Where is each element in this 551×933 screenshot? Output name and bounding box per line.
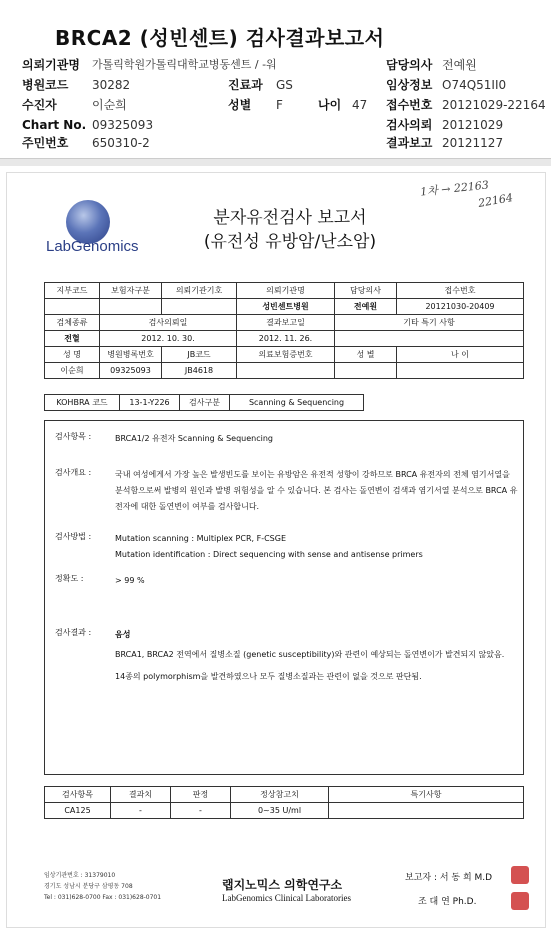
cell: 2012. 10. 30. — [100, 331, 237, 347]
value-hospital-code: 30282 — [92, 78, 131, 92]
cell: 병원병록번호 — [100, 347, 162, 363]
report-title: BRCA2 (성빈센트) 검사결과보고서 — [55, 26, 385, 50]
label-institution: 의뢰기관명 — [22, 58, 80, 72]
cell: 검체종류 — [45, 315, 100, 331]
label-receipt-no: 접수번호 — [386, 98, 433, 112]
cell: 전혈 — [45, 331, 100, 347]
value-report-date: 20121127 — [442, 136, 504, 150]
footer-address — [44, 870, 161, 903]
cell: - — [171, 803, 231, 819]
reporter-2: 조 대 연 Ph.D. — [418, 897, 477, 907]
label-doctor: 담당의사 — [386, 58, 433, 72]
cell: 판정 — [171, 787, 231, 803]
label-department: 진료과 — [228, 78, 263, 92]
kohbra-table — [44, 394, 364, 411]
header-row-4 — [22, 116, 542, 134]
logo-text: LabGenomics — [46, 238, 139, 255]
cell: 의료보험증번호 — [237, 347, 335, 363]
value-chart-no: 09325093 — [92, 118, 154, 132]
header-row-5 — [22, 134, 542, 152]
reporter-1: 보고자 : 서 동 희 M.D — [405, 873, 493, 883]
label-request-date: 검사의뢰 — [386, 118, 433, 132]
section-value: 국내 여성에게서 가장 높은 발생빈도를 보이는 유방암은 유전적 성향이 강하므로 BRCA 유전자의 전체 염기서열을 분석함으로써 발병의 원인과 발병 위험성을 알 수 있습니다. 본 검사는 돌연변이 검색과 염기서열 분석으로 BRCA 유전자에 대한 돌연변이 여부를 검사합니다. — [115, 470, 518, 511]
cell: 이순희 — [45, 363, 100, 379]
lab-name-en: LabGenomics Clinical Laboratories — [222, 893, 351, 903]
cell — [45, 299, 100, 315]
header-row-3 — [22, 96, 546, 114]
cell: 전예원 — [335, 299, 397, 315]
value-institution: 가톨릭학원가톨릭대학교병동센트 / -워 — [92, 58, 277, 71]
label-report-date: 결과보고 — [386, 136, 433, 150]
cell: JB4618 — [162, 363, 237, 379]
cell — [162, 299, 237, 315]
header-row-2 — [22, 76, 542, 94]
marker-table — [44, 786, 524, 819]
address-line: Tel : 031)628-0700 Fax : 031)628-0701 — [44, 894, 162, 901]
label-sex: 성별 — [228, 98, 252, 112]
cell: 보험자구분 — [100, 283, 162, 299]
cell: 0~35 U/ml — [231, 803, 329, 819]
cell: JB코드 — [162, 347, 237, 363]
cell: Scanning & Sequencing — [230, 395, 364, 411]
separator — [0, 158, 551, 166]
cell: 성빈센트병원 — [237, 299, 335, 315]
lab-name: 랩지노믹스 의학연구소 — [222, 878, 343, 892]
section-key: 정확도 : — [55, 574, 84, 583]
value-department: GS — [276, 78, 293, 92]
cell: 성 별 — [335, 347, 397, 363]
cell — [397, 363, 524, 379]
doc-subtitle: (유전성 유방암/난소암) — [203, 232, 377, 252]
value-receipt-no: 20121029-22164 — [442, 98, 546, 112]
result-heading: 음성 — [115, 630, 131, 639]
cell — [335, 331, 524, 347]
section-value: 14종의 polymorphism을 발견하였으나 모두 질병소질과는 관련이 없을 것으로 판단됨. — [115, 672, 422, 681]
cell: 접수번호 — [397, 283, 524, 299]
handwriting-1: 1차 → 22163 — [419, 178, 490, 199]
section-value: > 99 % — [115, 576, 145, 585]
label-patient: 수진자 — [22, 98, 57, 112]
cell: KOHBRA 코드 — [45, 395, 120, 411]
cell: 09325093 — [100, 363, 162, 379]
cell: 2012. 11. 26. — [237, 331, 335, 347]
cell: 의뢰기관명 — [237, 283, 335, 299]
cell — [335, 363, 397, 379]
cell: 검사의뢰일 — [100, 315, 237, 331]
value-age: 47 — [352, 98, 368, 112]
cell: 검사항목 — [45, 787, 111, 803]
cell: 나 이 — [397, 347, 524, 363]
section-value: Mutation identification : Direct sequencing with sense and antisense primers — [115, 550, 423, 559]
value-clinical-info: O74Q51II0 — [442, 78, 507, 92]
section-value: BRCA1, BRCA2 전역에서 질병소질 (genetic susceptibility)와 관련이 예상되는 돌연변이가 발견되지 않았음. — [115, 650, 505, 659]
cell: 담당의사 — [335, 283, 397, 299]
section-value: Mutation scanning : Multiplex PCR, F-CSGE — [115, 534, 287, 543]
section-key: 검사항목 : — [55, 432, 92, 441]
label-clinical-info: 임상정보 — [386, 78, 433, 92]
value-request-date: 20121029 — [442, 118, 504, 132]
cell — [329, 803, 524, 819]
cell: CA125 — [45, 803, 111, 819]
cell: 결과보고일 — [237, 315, 335, 331]
handwriting-2: 22164 — [477, 191, 514, 210]
cell: 지부코드 — [45, 283, 100, 299]
cell — [237, 363, 335, 379]
header-row-1 — [22, 56, 542, 74]
cell: 기타 특기 사항 — [335, 315, 524, 331]
section-key: 검사방법 : — [55, 532, 92, 541]
value-patient: 이순희 — [92, 98, 127, 112]
label-hospital-code: 병원코드 — [22, 78, 69, 92]
cell: 정상참고치 — [231, 787, 329, 803]
cell: 의뢰기관기호 — [162, 283, 237, 299]
value-sex: F — [276, 98, 283, 112]
stamp-icon — [511, 866, 529, 884]
cell — [100, 299, 162, 315]
section-value: BRCA1/2 유전자 Scanning & Sequencing — [115, 434, 273, 443]
cell: 검사구분 — [180, 395, 230, 411]
doc-title: 분자유전검사 보고서 — [213, 208, 367, 228]
section-key: 검사개요 : — [55, 468, 92, 477]
address-line: 경기도 성남시 분당구 삼평동 708 — [44, 883, 133, 890]
info-table — [44, 282, 524, 379]
value-doctor: 전예원 — [442, 58, 477, 72]
cell: - — [111, 803, 171, 819]
stamp-icon — [511, 892, 529, 910]
cell: 특기사항 — [329, 787, 524, 803]
label-resident-no: 주민번호 — [22, 136, 69, 150]
cell: 성 명 — [45, 347, 100, 363]
section-key: 검사결과 : — [55, 628, 92, 637]
cell: 20121030-20409 — [397, 299, 524, 315]
cell: 13-1-Y226 — [120, 395, 180, 411]
cell: 결과치 — [111, 787, 171, 803]
label-chart-no: Chart No. — [22, 118, 87, 132]
results-box — [44, 420, 524, 775]
address-line: 임상기관번호 : 31379010 — [44, 872, 116, 879]
value-resident-no: 650310-2 — [92, 136, 150, 150]
label-age: 나이 — [318, 98, 342, 112]
